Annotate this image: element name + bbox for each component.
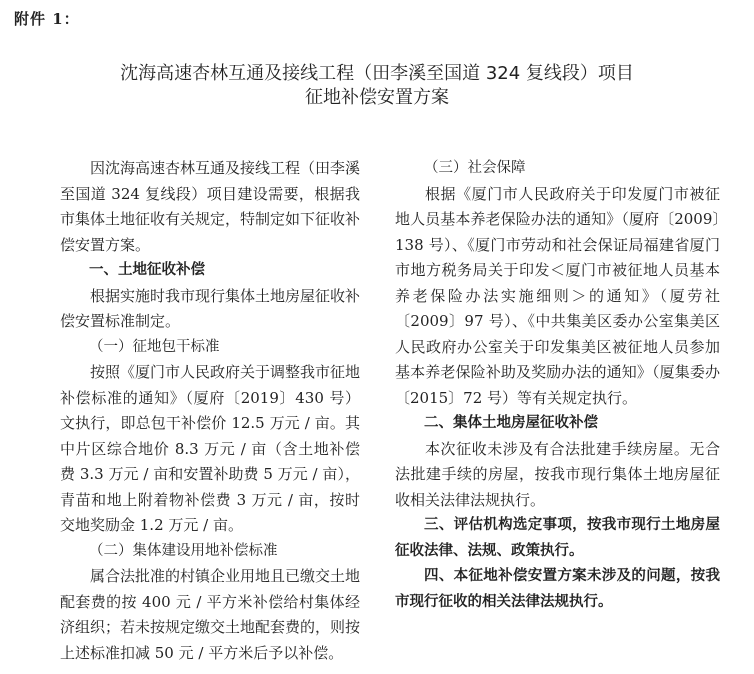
title-line-1: 沈海高速杏林互通及接线工程（田李溪至国道 324 复线段）项目 [120,63,634,84]
section-1-heading: 一、土地征收补偿 [89,262,205,278]
title-line-2: 征地补偿安置方案 [305,87,449,108]
right-column [395,156,720,615]
intro-paragraph: 因沈海高速杏林互通及接线工程（田李溪至国道 324 复线段）项目建设需要，根据我市集体土地征收有关规定，特制定如下征收补偿安置方案。 [60,159,361,254]
subsection-3-paragraph: 根据《厦门市人民政府关于印发厦门市被征地人员基本养老保险办法的通知》（厦府〔2009〕138 号）、《厦门市劳动和社会保证局福建省厦门市地方税务局关于印发＜厦门市被征地人员基本养老保险办法实施细则＞的通知》（厦劳社〔2009〕97 号）、《中共集美区委办公室集美区人民政府办公室关于印发集美区被征地人员参加基本养老保险补助及奖励办法的通知》（厦集委办〔2015〕72 号）等有关规定执行。 [395,184,720,407]
left-column [60,156,360,666]
subsection-1-heading: （一）征地包干标准 [89,338,220,355]
section-2-heading: 二、集体土地房屋征收补偿 [424,415,598,431]
section-2-paragraph: 本次征收未涉及有合法批建手续房屋。无合法批建手续的房屋，按我市现行集体土地房屋征收相关法律法规执行。 [395,439,720,509]
subsection-3-heading: （三）社会保障 [424,160,526,176]
subsection-2-paragraph: 属合法批准的村镇企业用地且已缴交土地配套费的按 400 元 / 平方米补偿给村集体经济组织；若未按规定缴交土地配套费的，则按上述标准扣减 50 元 / 平方米后予以补偿。 [60,567,361,662]
section-3-paragraph: 三、评估机构选定事项，按我市现行土地房屋征收法律、法规、政策执行。 [395,517,720,559]
subsection-1-paragraph: 按照《厦门市人民政府关于调整我市征地补偿标准的通知》（厦府〔2019〕430 号）文执行，即总包干补偿价 12.5 万元 / 亩。其中片区综合地价 8.3 万元 / 亩（含土地补偿费 3.3 万元 / 亩和安置补助费 5 万元 / 亩），青苗和地上附着物补偿费 3 万元 / 亩，按时交地奖励金 1.2 万元 / 亩。 [60,363,361,534]
section-4-paragraph: 四、本征地补偿安置方案未涉及的问题，按我市现行征收的相关法律法规执行。 [395,568,720,610]
document-title [0,62,754,110]
attachment-label: 附件 1： [14,10,80,28]
subsection-2-heading: （二）集体建设用地补偿标准 [89,542,278,559]
section-1-paragraph: 根据实施时我市现行集体土地房屋征收补偿安置标准制定。 [60,286,361,330]
